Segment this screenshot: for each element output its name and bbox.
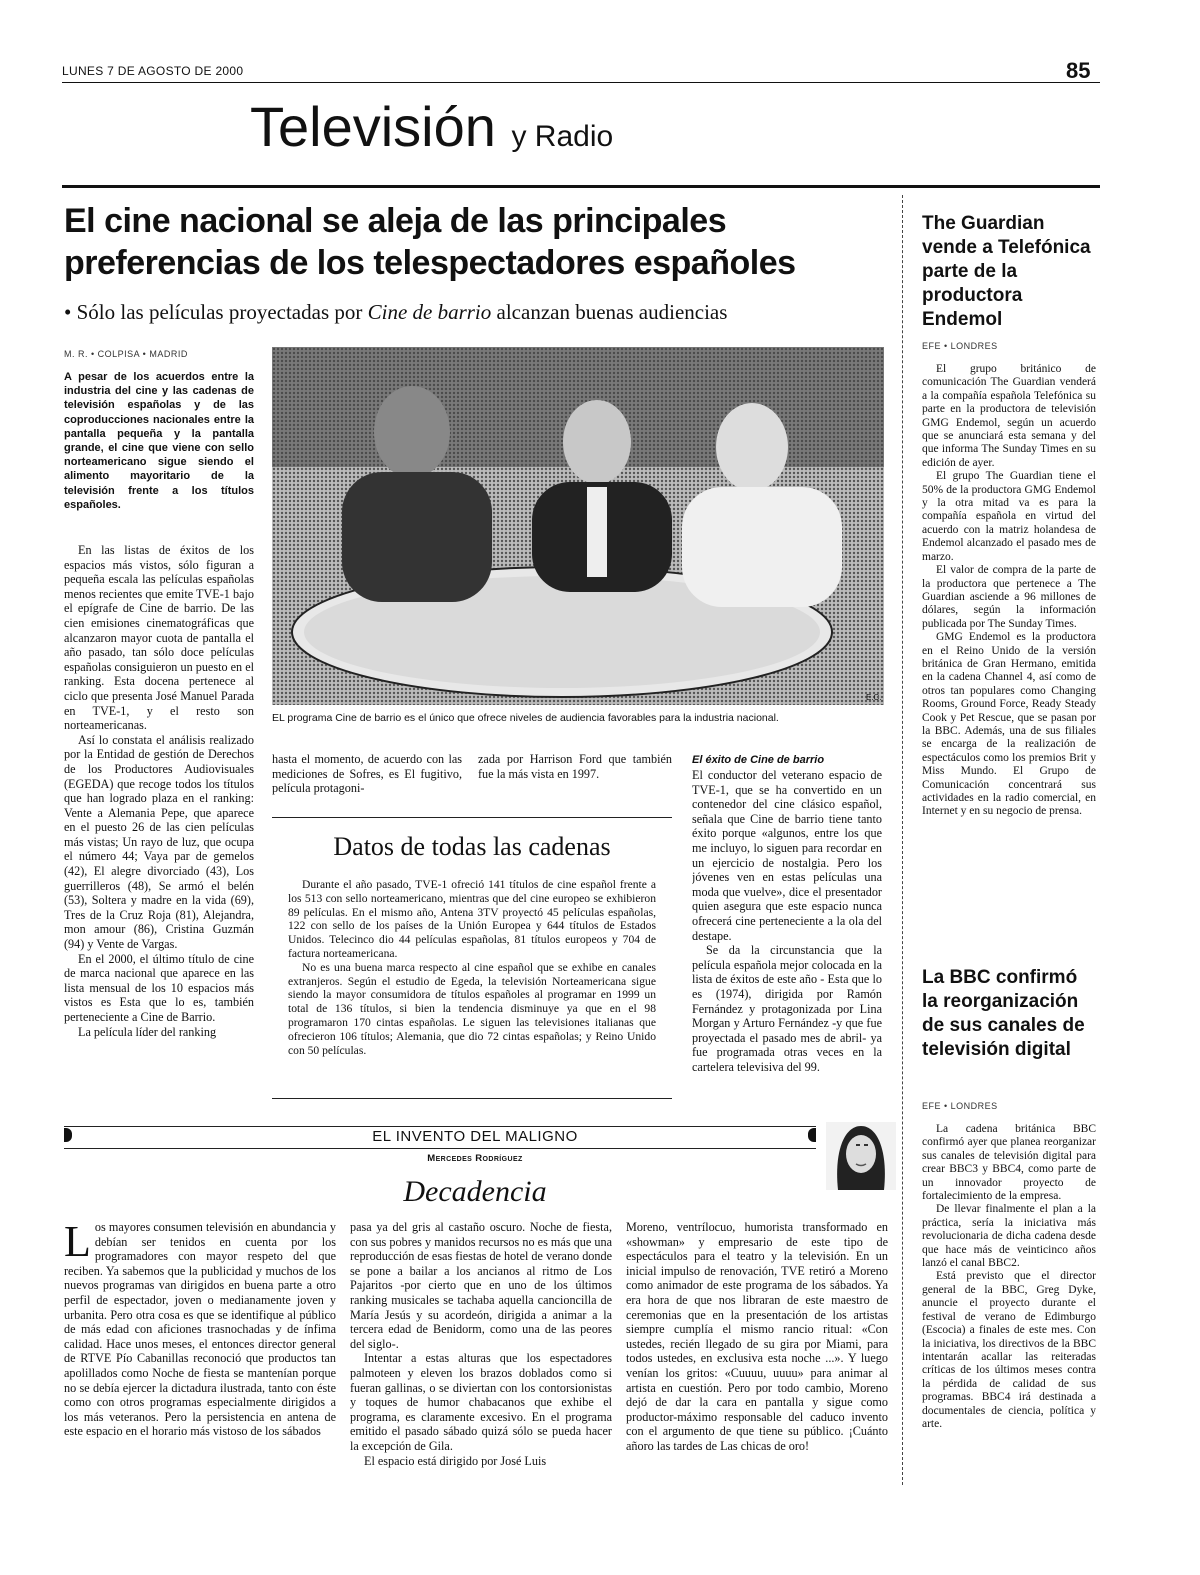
photo-credit: E.C.: [866, 693, 882, 702]
portrait-illustration: [826, 1122, 896, 1190]
column-rule-top: [64, 1126, 816, 1127]
main-photo: [272, 347, 884, 705]
sidebar1-body: El grupo británico de comunicación The Guardian venderá a la compañía española Telefónica su parte en la productora de televisión GMG Endemol, según un acuerdo que se anunciará esta semana y del que informa The Sunday Times en su edición de ayer. El grupo The Guardian tiene el 50% de la productora GMG Endemol y la otra mitad va es para la compañía española en virtud del acuerdo con la matriz holandesa de Endemol alcanzado el pasado mes de marzo. El valor de compra de la parte de la productora que pertenece a The Guardian asciende a 96 millones de dólares, según la información publicada por The Sunday Times. GMG Endemol es la productora en el Reino Unido de la versión británica de Gran Hermano, emitida en la cadena Channel 4, así como de otros tan populares como Changing Rooms, Ground Force, Ready Steady Cook y Pet Rescue, que se pasan por la BBC. Además, una de sus filiales se encarga de la realización de espectáculos como los premios Brit y Miss Mundo. El Grupo de Comunicación concentrará sus actividades en la radio comercial, en Internet y en su negocio de prensa.: [922, 363, 1096, 818]
main-lead: A pesar de los acuerdos entre la industria del cine y las cadenas de televisión españolas y de las coproducciones nacionales entre la pantalla pequeña y la pantalla grande, el cine que viene con sello norteamericano sigue siendo el alimento mayoritario de la televisión frente a los títulos españoles.: [64, 371, 254, 511]
sidebar2-body: La cadena británica BBC confirmó ayer que planea reorganizar sus canales de televisión digital para crear BBC3 y BBC4, como parte de un innovador proyecto de fortalecimiento de la empresa. De llevar finalmente el plan a la práctica, sería la iniciativa más revolucionaria de dicha cadena desde que hace más de veinticinco años lanzó el canal BBC2. Está previsto que el director general de la BBC, Greg Dyke, anuncie el proyecto durante el festival de verano de Edimburgo (Escocia) a finales de este mes. Con la iniciativa, los directivos de la BBC intentarán acallar las reiteradas críticas de los últimos meses contra la pérdida de calidad de sus programas. BBC4 irá destinada a documentales de ciencia, política y arte.: [922, 1123, 1096, 1430]
column-rule-bottom: [64, 1148, 816, 1149]
column-title: Decadencia: [403, 1175, 547, 1208]
main-deck: • Sólo las películas proyectadas por Cine de barrio alcanzan buenas audiencias: [64, 300, 728, 324]
main-column-2: hasta el momento, de acuerdo con las mediciones de Sofres, es El fugitivo, película protagoni-: [272, 752, 462, 796]
sidebar1-byline: EFE • LONDRES: [922, 341, 998, 351]
photo-caption: EL programa Cine de barrio es el único que ofrece niveles de audiencia favorables para la industria nacional.: [272, 712, 779, 724]
column-marker-right: [808, 1128, 816, 1142]
side-title: El éxito de Cine de barrio: [692, 754, 825, 766]
column-author: Mercedes Rodríguez: [427, 1153, 523, 1164]
column-dropcap: L: [64, 1220, 91, 1266]
data-box-title: Datos de todas las cadenas: [333, 832, 611, 861]
section-title: [250, 92, 613, 172]
sidebar1-headline: The Guardian vende a Telefónica parte de la productora Endemol: [922, 213, 1091, 330]
main-headline: El cine nacional se aleja de las principales preferencias de los telespectadores españoles: [64, 202, 796, 282]
data-box: [272, 817, 672, 1099]
side-column: El conductor del veterano espacio de TVE-1, que se ha convertido en un contenedor del cine clásico español, señala que Cine de barrio tiene tanto éxito porque «algunos, entre los que me incluyo, lo siguen para recordar en un ejercicio de nostalgia. Pero los jóvenes ven en estas películas una moda que vuelve», dice el presentador quien asegura que este espacio nunca ofrecerá cine perteneciente a la ola del destape. Se da la circunstancia que la película española mejor colocada en la lista de éxitos de este año - Esta que lo es (1974), dirigida por Ramón Fernández y protagonizada por Lina Morgan y Arturo Fernández -y que fue proyectada el pasado mes de abril- ya fue programada otras veces en la cartelera televisiva del 99.: [692, 768, 882, 1074]
page-date: LUNES 7 DE AGOSTO DE 2000: [62, 64, 244, 78]
sidebar2-headline: La BBC confirmó la reorganización de sus canales de televisión digital: [922, 967, 1085, 1060]
section-sub: y Radio: [511, 120, 614, 153]
photo-illustration: [272, 347, 884, 705]
column-divider: [902, 195, 903, 1485]
section-main: Televisión: [250, 95, 496, 158]
page-number: 85: [1066, 58, 1091, 83]
column-label: EL INVENTO DEL MALIGNO: [372, 1128, 578, 1145]
data-box-body: Durante el año pasado, TVE-1 ofreció 141 títulos de cine español frente a los 513 con sello norteamericano, mientras que del cine europeo se exhibieron 89 películas. En el mismo año, Antena 3TV proyectó 45 películas españolas, 122 con sello de los países de la Unión Europea y 644 títulos de Estados Unidos. Telecinco dio 44 películas españolas, 81 títulos europeos y 704 de factura norteamericana. No es una buena marca respecto al cine español que se exhibe en canales extranjeros. Según el estudio de Egeda, la televisión Norteamericana sigue siendo la mayor consumidora de títulos españoles al programar en 1999 un total de 136 títulos, si bien la tendencia disminuye ya que en el 98 programaron 170 cintas españolas. Le siguen las televisiones italianas que ofrecieron 106 títulos; Alemania, que dio 72 cintas españolas; y Reino Unido con 50 películas.: [288, 878, 656, 1057]
main-byline: M. R. • COLPISA • MADRID: [64, 349, 188, 359]
main-column-1: En las listas de éxitos de los espacios más vistos, sólo figuran a pequeña escala las películas españolas menos recientes que emite TVE-1 bajo el epígrafe de Cine de barrio. De las cien emisiones cinematográficas que alcanzaron mayor cuota de pantalla el año pasado, tan sólo doce películas españolas consiguieron un puesto en el ranking. Esta docena pertenece al ciclo que presenta José Manuel Parada en TVE-1, y el resto son norteamericanas. Así lo constata el análisis realizado por la Entidad de gestión de Derechos de los Productores Audiovisuales (EGEDA) que recoge todos los títulos que han logrado plaza en el ranking: Vente a Alemania Pepe, que aparece en el puesto 26 de las cien películas más vistas; Un rayo de luz, que ocupa el número 44; Vaya par de gemelos (42), El alegre divorciado (43), Los guerrilleros (48), Se armó el belén (53), Soltera y madre en la vida (69), Tres de la Cruz Roja (81), Alejandra, mon amour (86), Cristina Guzmán (94) y Vente de Vargas. En el 2000, el último título de cine de marca nacional que aparece en las lista mensual de los 10 espacios más vistos es Esta que lo es, también perteneciente a Cine de Barrio. La película líder del ranking: [64, 543, 254, 1039]
section-rule: [62, 185, 1100, 188]
main-column-3: zada por Harrison Ford que también fue la más vista en 1997.: [478, 752, 672, 781]
column-text-1: Los mayores consumen televisión en abundancia y debían ser tenidos en cuenta por los programadores con mayor respeto del que reciben. Ya sabemos que la publicidad y muchos de los nuevos programas van dirigidos en buena parte a otro perfil de espectador, joven o medianamente joven y urbanita. Pero otra cosa es que se identifique al público de más edad con aficiones trasnochadas y de ínfima calidad. Hace unos meses, el entonces director general de RTVE Pío Cabanillas reconoció que productos tan apolillados como Noche de fiesta se mantenían porque no se debía ejercer la dictadura ilustrada, tanto con éste como con otros programas especialmente dirigidos a los más veteranos. Pero la persistencia en antena de este espacio en el horario más vistoso de los sábados: [64, 1220, 336, 1439]
author-portrait: [826, 1122, 896, 1190]
column-text-3: Moreno, ventrílocuo, humorista transformado en «showman» y empresario de este tipo de espectáculos para el teatro y la televisión. En un inicial impulso de renovación, TVE retiró a Moreno como animador de este programa de los sábados. Ya era hora de que nos libraran de este maestro de ceremonias que en la presentación de los artistas siempre cumplía el mismo rancio ritual: «Con ustedes, recién llegado de su gira por Miami, para todos ustedes, en exclusiva esta noche ...». Y luego venían los gritos: «Cuuuu, uuuu» para animar al artista en cuestión. Pero por todo cambio, Moreno dejó de dar la cara en pantalla y sigue como productor-máximo responsable del caduco invento con el argumento de que tiene su público. ¡Cuánto añoro las tardes de Las chicas de oro!: [626, 1220, 888, 1453]
sidebar2-byline: EFE • LONDRES: [922, 1101, 998, 1111]
header-rule: [62, 82, 1100, 83]
column-marker-left: [64, 1128, 72, 1142]
column-text-2: pasa ya del gris al castaño oscuro. Noche de fiesta, con sus pobres y manidos recursos no es más que una reproducción de esas fiestas de hotel de verano donde se pone a bailar a los ancianos al ritmo de Los Pajaritos -por cierto que en uno de los últimos ranking musicales se tachaba aquella cancioncilla de María Jesús y su acordeón, dirigida a animar a la tercera edad de Benidorm, como una de las peores del siglo-. Intentar a estas alturas que los espectadores palmoteen y eleven los brazos doblados como si fueran gallinas, o se diviertan con los contorsionistas y toques de humor chabacanos que exhibe el programa, es claramente excesivo. En el programa emitido el pasado sábado quizá sólo se pueda hacer la excepción de Gila. El espacio está dirigido por José Luis: [350, 1220, 612, 1468]
